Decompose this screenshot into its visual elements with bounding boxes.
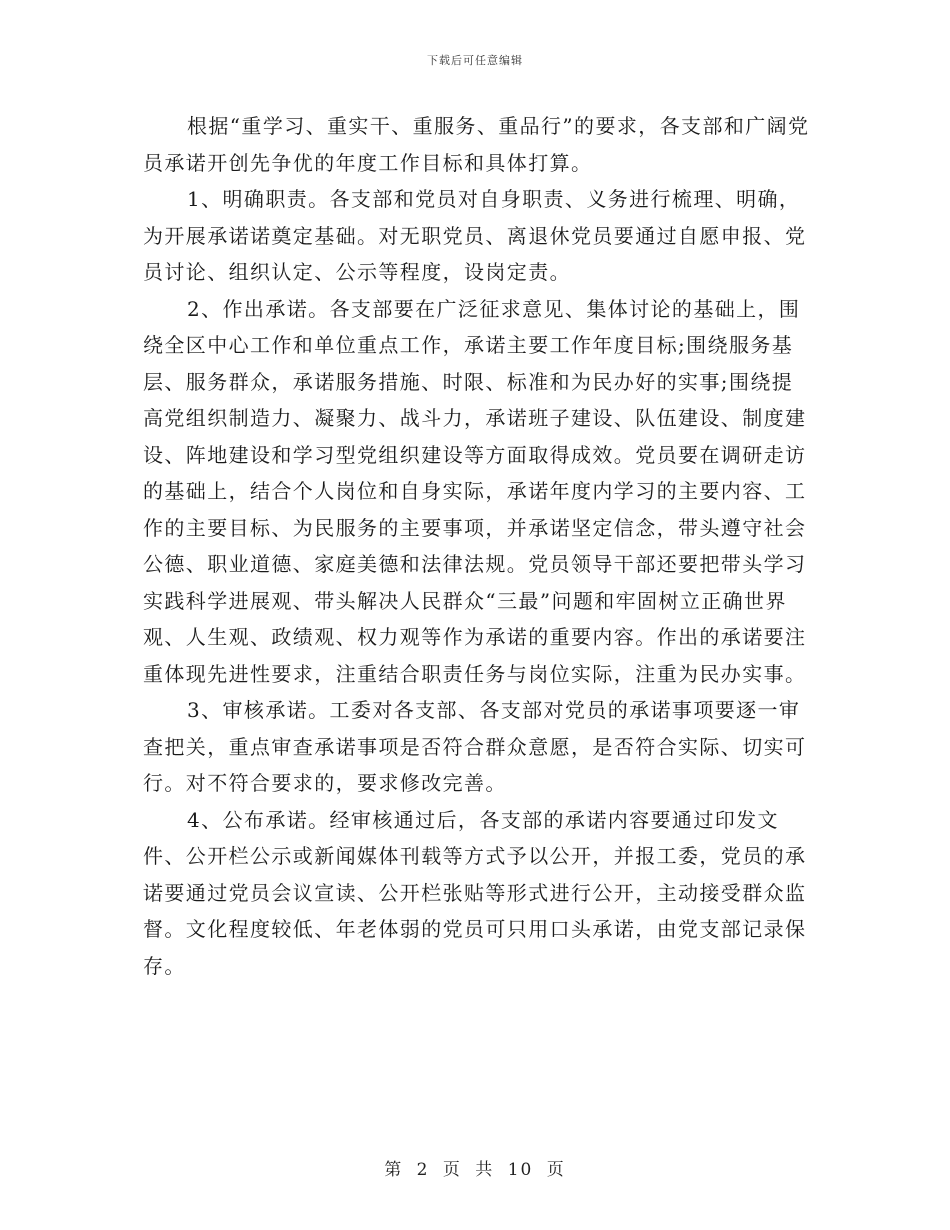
- paragraph-intro: 根据“重学习、重实干、重服务、重品行”的要求，各支部和广阔党员承诺开创先争优的年度工作目标和具体打算。: [143, 114, 810, 175]
- paragraph-review-commitments: 3、审核承诺。工委对各支部、各支部对党员的承诺事项要逐一审查把关，重点审查承诺事项是否符合群众意愿，是否符合实际、切实可行。对不符合要求的，要求修改完善。: [143, 698, 807, 795]
- page-number-footer: 第 2 页 共 10 页: [384, 1160, 566, 1180]
- paragraph-clarify-duties: 1、明确职责。各支部和党员对自身职责、义务进行梳理、明确，为开展承诺诺奠定基础。对无职党员、离退休党员要通过自愿申报、党员讨论、组织认定、公示等程度，设岗定责。: [143, 187, 807, 284]
- paragraph-make-commitments: 2、作出承诺。各支部要在广泛征求意见、集体讨论的基础上，围绕全区中心工作和单位重点工作，承诺主要工作年度目标;围绕服务基层、服务群众，承诺服务措施、时限、标准和为民办好的实事;围绕提高党组织制造力、凝聚力、战斗力，承诺班子建设、队伍建设、制度建设、阵地建设和学习型党组织建设等方面取得成效。党员要在调研走访的基础上，结合个人岗位和自身实际，承诺年度内学习的主要内容、工作的主要目标、为民服务的主要事项，并承诺坚定信念，带头遵守社会公德、职业道德、家庭美德和法律法规。党员领导干部还要把带头学习实践科学进展观、带头解决人民群众“三最”问题和牢固树立正确世界观、人生观、政绩观、权力观等作为承诺的重要内容。作出的承诺要注重体现先进性要求，注重结合职责任务与岗位实际，注重为民办实事。: [143, 296, 807, 686]
- paragraph-publish-commitments: 4、公布承诺。经审核通过后，各支部的承诺内容要通过印发文件、公开栏公示或新闻媒体刊载等方式予以公开，并报工委，党员的承诺要通过党员会议宣读、公开栏张贴等形式进行公开，主动接受群众监督。文化程度较低、年老体弱的党员可只用口头承诺，由党支部记录保存。: [143, 807, 807, 978]
- page-header-note: 下载后可任意编辑: [427, 54, 523, 67]
- document-body: [143, 108, 813, 984]
